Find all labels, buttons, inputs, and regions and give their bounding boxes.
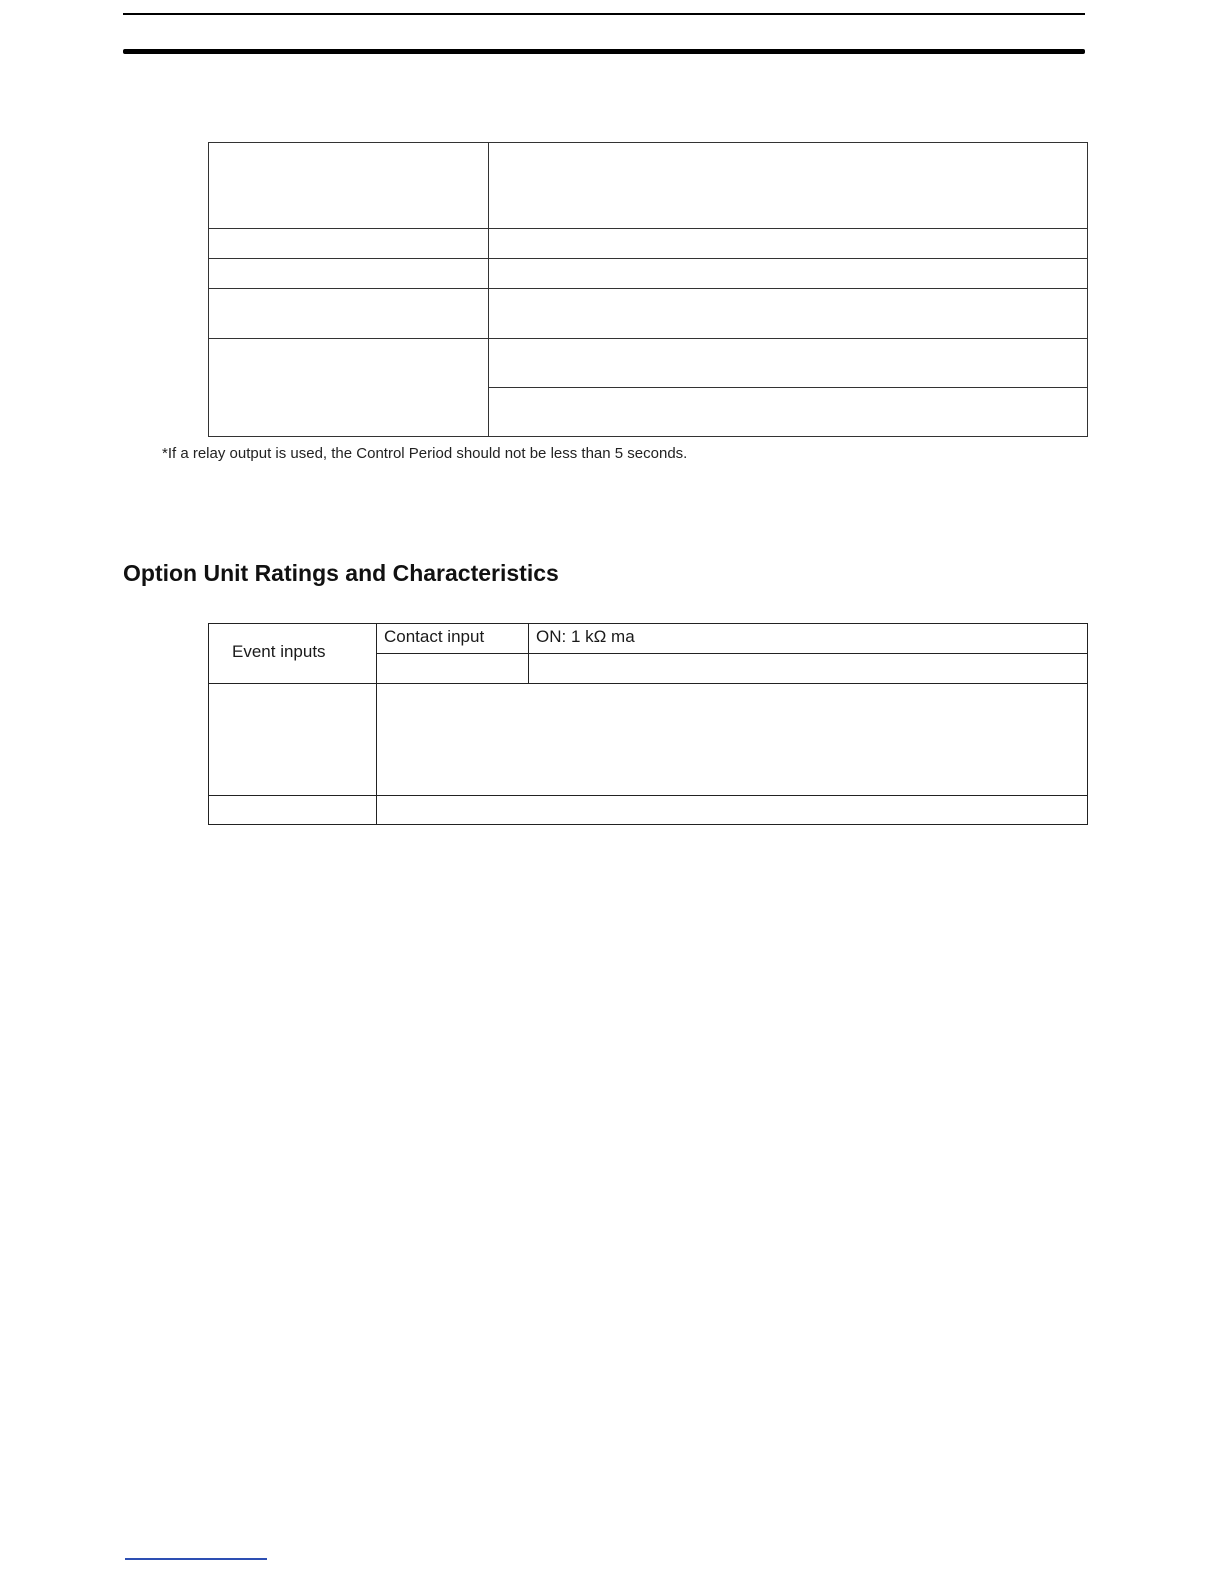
table-cell xyxy=(489,229,1088,259)
table-row xyxy=(209,796,1088,825)
header-thin-rule xyxy=(123,13,1085,15)
event-inputs-label: Event inputs xyxy=(232,642,326,661)
event-inputs-cell xyxy=(209,624,377,684)
table-cell xyxy=(209,229,489,259)
table-row xyxy=(209,259,1088,289)
contact-input-value-cell xyxy=(529,624,1088,654)
relay-output-footnote: *If a relay output is used, the Control Period should not be less than 5 seconds. xyxy=(162,445,688,462)
table-cell xyxy=(209,684,377,796)
table-cell xyxy=(209,796,377,825)
table-row xyxy=(209,229,1088,259)
specifications-table xyxy=(208,142,1088,437)
footer-link-underline[interactable] xyxy=(125,1558,267,1560)
table-cell xyxy=(377,796,1088,825)
table-cell xyxy=(489,339,1088,388)
contact-input-cell xyxy=(377,624,529,654)
table-cell xyxy=(377,684,1088,796)
option-unit-table xyxy=(208,623,1088,825)
header-thick-rule xyxy=(123,49,1085,54)
table-cell xyxy=(209,289,489,339)
table-cell xyxy=(209,259,489,289)
table-cell xyxy=(377,654,529,684)
contact-input-label: Contact input xyxy=(384,627,485,646)
table-cell xyxy=(529,654,1088,684)
table-cell xyxy=(209,143,489,229)
option-unit-heading: Option Unit Ratings and Characteristics xyxy=(123,560,559,586)
table-row xyxy=(209,339,1088,388)
table-row xyxy=(209,143,1088,229)
table-cell xyxy=(489,143,1088,229)
contact-input-value: ON: 1 kΩ ma xyxy=(536,627,635,646)
table-cell xyxy=(489,289,1088,339)
table-cell xyxy=(489,259,1088,289)
table-row xyxy=(209,624,1088,654)
table-cell xyxy=(489,388,1088,437)
table-row xyxy=(209,684,1088,796)
table-cell xyxy=(209,339,489,437)
table-row xyxy=(209,289,1088,339)
